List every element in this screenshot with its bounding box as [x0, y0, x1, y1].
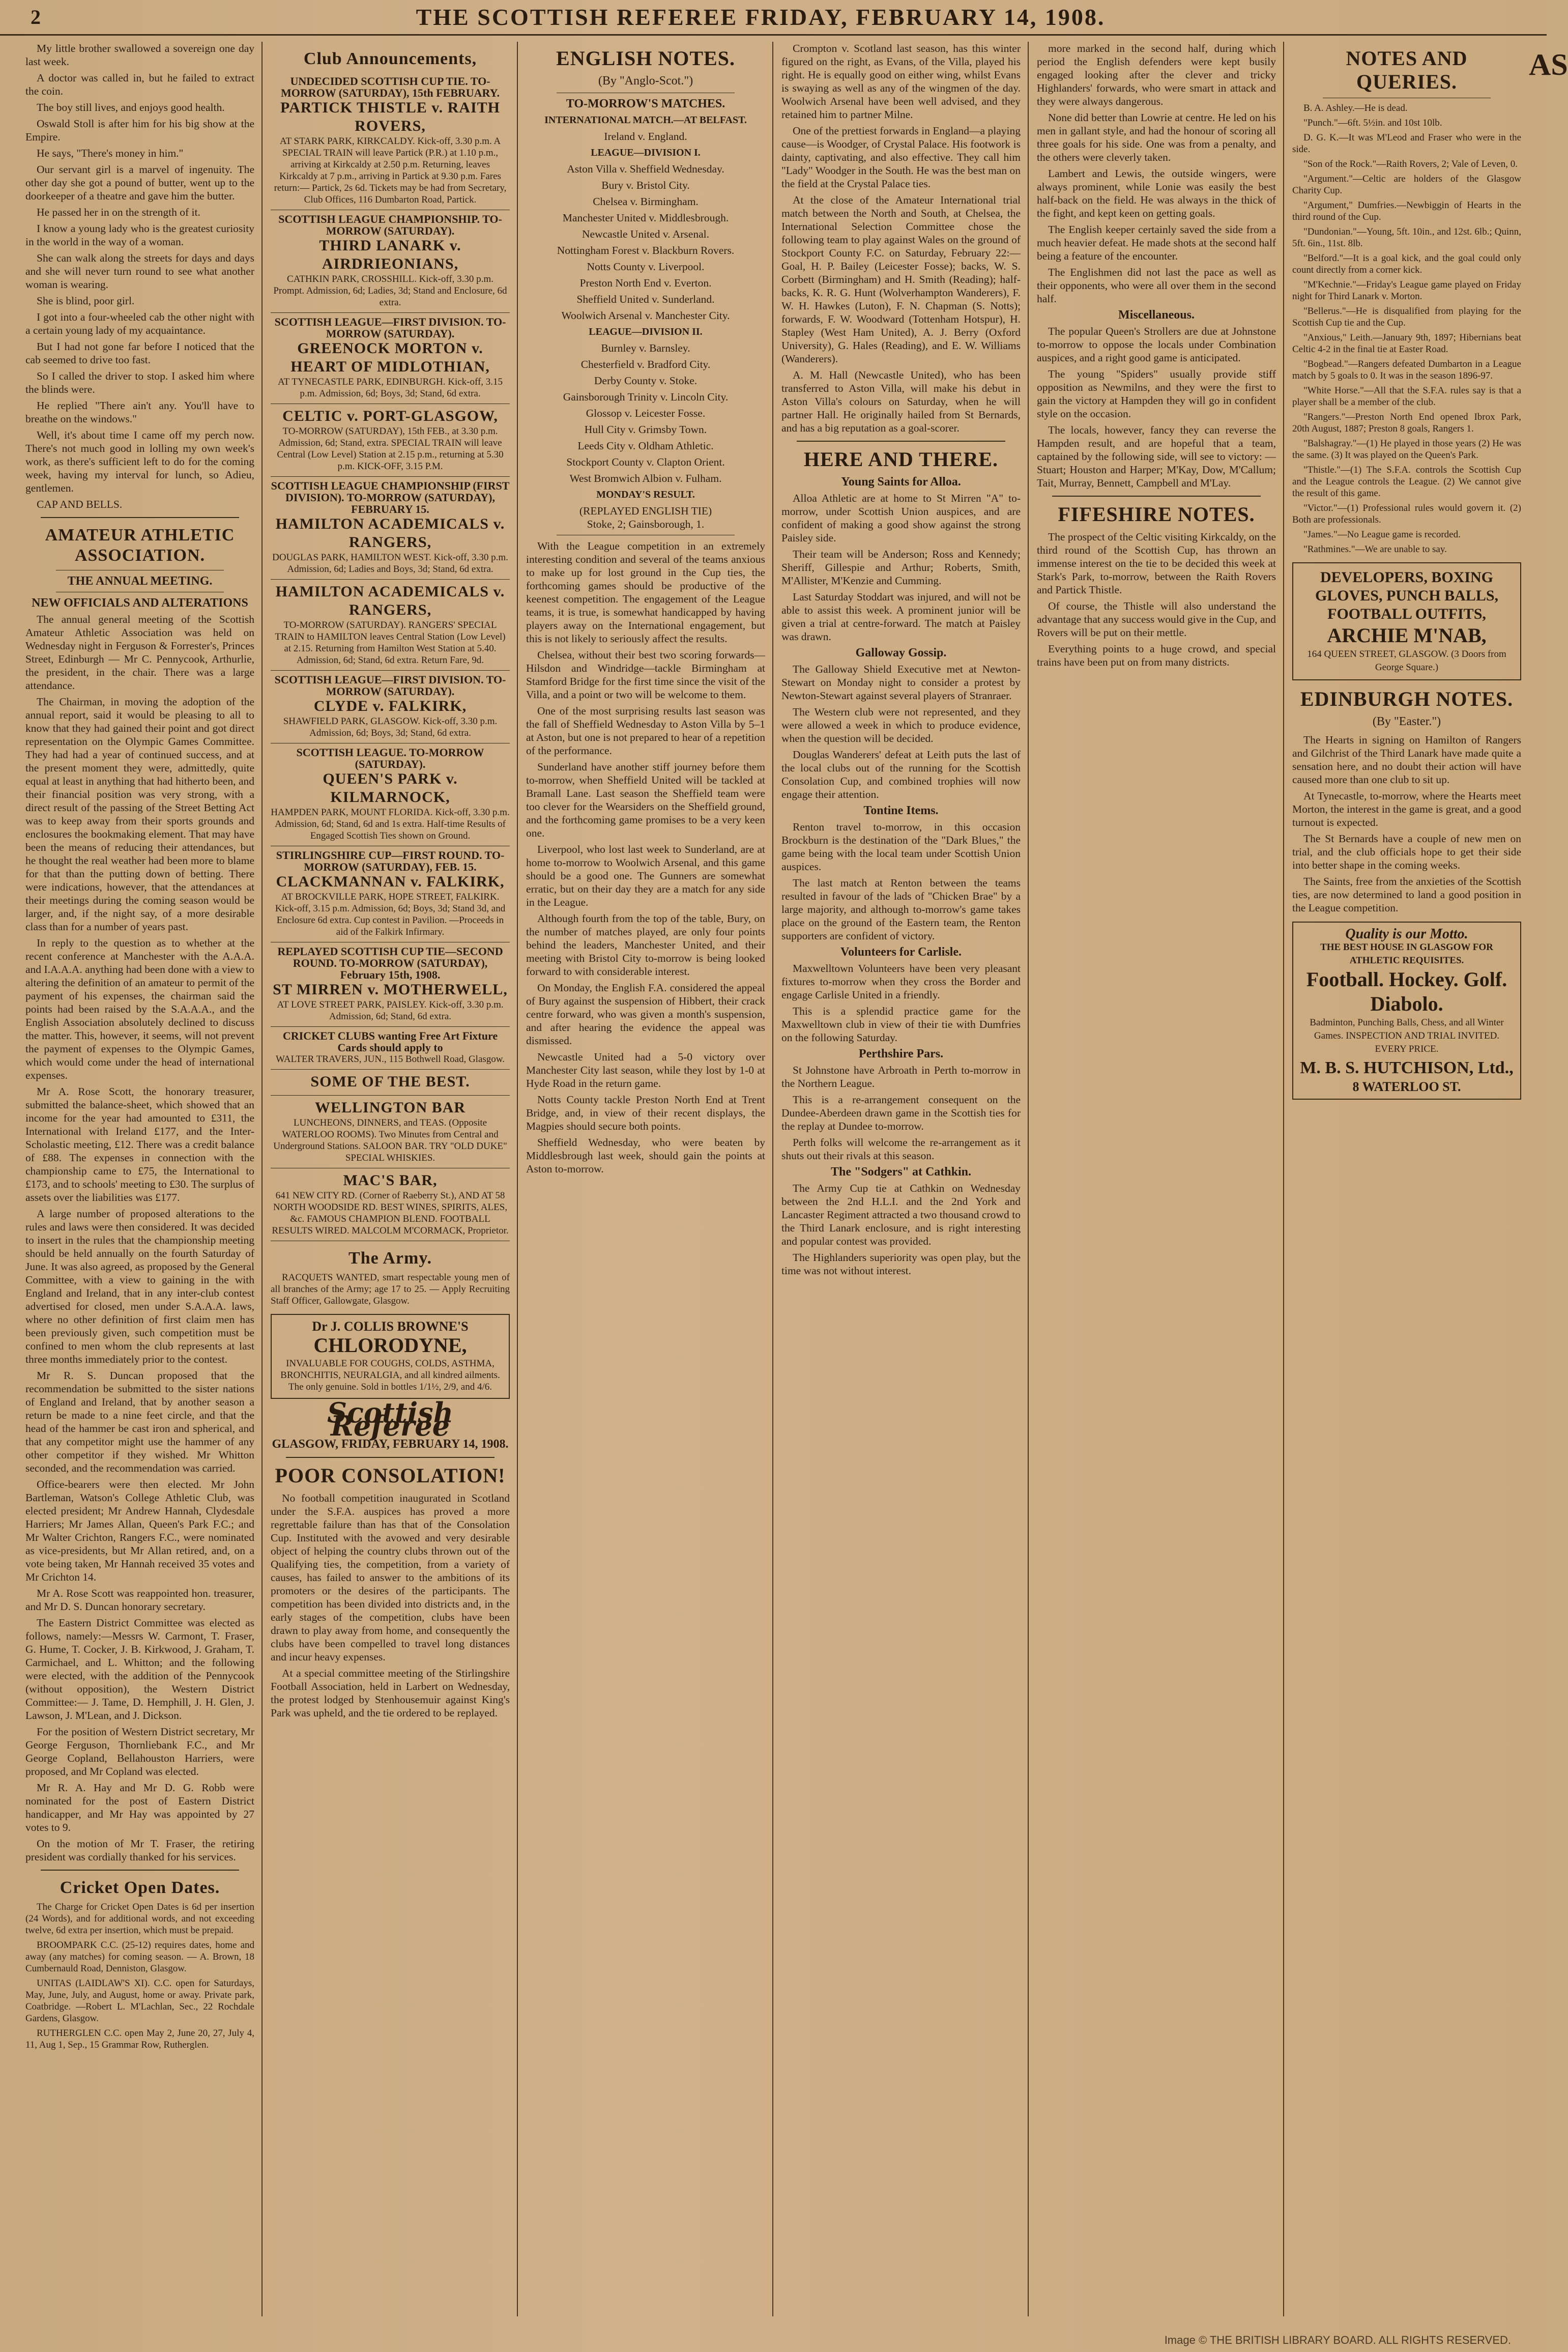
paragraph: The annual general meeting of the Scottish Amateur Athletic Association was held on Wednesday night in Ferguson & Forrester's, Princes Street, Edinburgh — Mr C. Pennycook, Arthurlie, the president, in the chair. There was a large attendance. — [25, 613, 254, 692]
announcement-body: AT BROCKVILLE PARK, HOPE STREET, FALKIRK. Kick-off, 3.15 p.m. Admission, 6d; Boys, 3d; Stand 3d, and Enclosure 6d extra. Cup contest in Pavilion. —Proceeds in aid of the Falkirk Infirmary. — [275, 892, 506, 937]
league2-heading: LEAGUE—DIVISION II. — [589, 326, 703, 337]
paragraph: I got into a four-wheeled cab the other night with a certain young lady of my acquaintance. — [25, 311, 254, 336]
paragraph: The Englishmen did not last the pace as well as their opponents, who were all over them in the second half. — [1037, 266, 1276, 305]
fixture: Leeds City v. Oldham Athletic. — [577, 440, 714, 452]
club-announcement — [271, 313, 510, 404]
fixture: Bury v. Bristol City. — [601, 179, 690, 191]
paragraph: The Hearts in signing on Hamilton of Rangers and Gilchrist of the Third Lanark have made quite a sensation here, and no doubt their action will have caused more than one club to sit up. — [1292, 734, 1521, 786]
column-5 — [1032, 42, 1281, 2316]
paragraph: Their team will be Anderson; Ross and Kennedy; Sheriff, Gillespie and Arthur; Roberts, Smith, M'Allister, M'Kenzie and Cumming. — [781, 548, 1021, 587]
paragraph: The last match at Renton between the teams resulted in favour of the lads of "Chicken Brae" by a large majority, and although to-morrow's game takes place on the ground of the Eastern team, the Renton supporters are confident of victory. — [781, 877, 1021, 942]
announcement-headline: MAC'S BAR, — [343, 1172, 438, 1189]
aaa-subheading-2: NEW OFFICIALS AND ALTERATIONS — [32, 596, 248, 610]
query-answer: "Victor."—(1) Professional rules would govern it. (2) Both are professionals. — [1292, 503, 1521, 525]
paragraph: One of the most surprising results last season was the fall of Sheffield Wednesday to Aston Villa by 5–1 at Aston, but one is not prepared to hear of a repetition of the performance. — [526, 705, 765, 757]
query-answer: B. A. Ashley.—He is dead. — [1303, 103, 1408, 113]
announcement-headline: SOME OF THE BEST. — [310, 1073, 470, 1090]
announcement-body: WALTER TRAVERS, JUN., 115 Bothwell Road, Glasgow. — [275, 1054, 505, 1065]
edinburgh-byline: (By "Easter.") — [1372, 715, 1441, 728]
league1-fixtures — [526, 162, 765, 322]
tontine-section — [781, 820, 1021, 942]
paragraph: Liverpool, who lost last week to Sunderland, are at home to-morrow to Woolwich Arsenal, and this game should be a good one. The Gunners are somewhat erratic, but on their day they are a match for any side in the League. — [526, 843, 765, 908]
cricket-heading: Cricket Open Dates. — [60, 1878, 220, 1897]
paragraph: Perth folks will welcome the re-arrangement as it shuts out their rivals at this season. — [781, 1136, 1021, 1162]
paragraph: At a special committee meeting of the Stirlingshire Football Association, held in Larbert on Wednesday, the protest lodged by Stenhousemuir against King's Park was upheld, and the tie ordered to be replayed. — [271, 1667, 510, 1719]
club-announcement — [271, 72, 510, 210]
announcement-headline: QUEEN'S PARK v. KILMARNOCK, — [323, 770, 458, 806]
club-announcement — [271, 942, 510, 1027]
query-answer: "Thistle."—(1) The S.F.A. controls the Scottish Cup and the League controls the League. (2) We cannot give the result of this game. — [1292, 465, 1521, 499]
aaa-article — [25, 613, 254, 1863]
paragraph: On Monday, the English F.A. considered the appeal of Bury against the suspension of Hibbert, their crack centre forward, who was given a month's suspension, and after hearing the evidence the appeal was dismissed. — [526, 982, 765, 1047]
cricket-date-item: RUTHERGLEN C.C. open May 2, June 20, 27, July 4, 11, Aug 1, Sep., 15 Grammar Row, Rutherglen. — [25, 2028, 254, 2050]
announcement-top: SCOTTISH LEAGUE—FIRST DIVISION. TO-MORROW (SATURDAY). — [274, 315, 506, 340]
separator — [797, 441, 1005, 442]
english-notes-body — [526, 539, 765, 1175]
column-1 — [20, 42, 259, 2316]
league1-heading: LEAGUE—DIVISION I. — [591, 147, 701, 158]
paragraph: The Army Cup tie at Cathkin on Wednesday between the 2nd H.L.I. and the 2nd York and Lancaster Regiment attracted a two thousand crowd to the Third Lanark enclosure, and is right interesting and popular contest was provided. — [781, 1182, 1021, 1247]
query-answer: "Son of the Rock."—Raith Rovers, 2; Vale of Leven, 0. — [1303, 159, 1518, 169]
matches-heading: TO-MORROW'S MATCHES. — [566, 97, 725, 110]
paragraph: CAP AND BELLS. — [37, 498, 123, 510]
query-answer: "Bogbead."—Rangers defeated Dumbarton in a League match by 5 goals to 0. It was in the season 1896-97. — [1292, 359, 1521, 381]
paragraph: Mr R. A. Hay and Mr D. G. Robb were nominated for the post of Eastern District handicapper, and Mr Hay was appointed by 27 votes to 9. — [25, 1782, 254, 1833]
hutchison-diabolo: Diabolo. — [1370, 992, 1443, 1015]
chlorodyne-title: CHLORODYNE, — [313, 1334, 467, 1357]
misc-heading: Miscellaneous. — [1118, 308, 1195, 322]
chlorodyne-ad — [271, 1314, 510, 1399]
aaa-heading: AMATEUR ATHLETIC ASSOCIATION. — [45, 526, 235, 565]
hutchison-ad — [1292, 922, 1521, 1100]
column-2 — [266, 42, 515, 2316]
announcement-body: DOUGLAS PARK, HAMILTON WEST. Kick-off, 3.30 p.m. Admission, 6d; Ladies and Boys, 3d; Stand, 6d extra. — [272, 552, 508, 575]
paragraph: Mr R. S. Duncan proposed that the recommendation be submitted to the sister nations of England and Ireland, that by another season a return be made to a nine feet circle, and that the head of the hammer be cast iron and spherical, and that any competitor might use the hammer of any other competitor if they wished. Mr Whitton seconded, and the recommendation was carried. — [25, 1369, 254, 1474]
chlorodyne-body: INVALUABLE FOR COUGHS, COLDS, ASTHMA, BRONCHITIS, NEURALGIA, and all kindred ailments. The only genuine. Sold in bottles 1/1½, 2/9, and 4/6. — [280, 1358, 500, 1392]
paragraph: He passed her in on the strength of it. — [37, 206, 200, 218]
misc-section — [1037, 325, 1276, 490]
paragraph: The English keeper certainly saved the side from a much heavier defeat. He made shots at the second half being a feature of the encounter. — [1037, 223, 1276, 262]
paragraph: Well, it's about time I came off my perch now. There's not much good in lolling my own week's work, as there's sufficient left to do for the coming week, having my interval for lunch, so Adieu, gentlemen. — [25, 429, 254, 494]
announcement-body: LUNCHEONS, DINNERS, and TEAS. (Opposite WATERLOO ROOMS). Two Minutes from Central and Underground Stations. SALOON BAR. TRY "OLD DUKE" SPECIAL WHISKIES. — [273, 1117, 507, 1163]
announcement-body: TO-MORROW (SATURDAY). RANGERS' SPECIAL TRAIN to HAMILTON leaves Central Station (Low Level) at 2.15. Returning from Hamilton West Station at 5.40. Admission, 6d; Stand, 6d extra. Return Fare, 9d. — [275, 620, 506, 666]
paragraph: One of the prettiest forwards in England—a playing cause—is Woodger, of Crystal Palace. His footwork is dainty, captivating, and also effective. They call him "Lady" Woodger in the South. He was the best man on the field at the Crystal Palace ties. — [781, 125, 1021, 190]
here-and-there-heading: HERE AND THERE. — [803, 448, 999, 471]
paragraph: The boy still lives, and enjoys good health. — [37, 101, 225, 113]
query-answer: "Bellerus."—He is disqualified from playing for the Scottish Cup tie and the Cup. — [1292, 306, 1521, 328]
hutchison-name: M. B. S. HUTCHISON, Ltd., — [1300, 1058, 1514, 1077]
paragraph: A doctor was called in, but he failed to extract the coin. — [25, 72, 254, 97]
paragraph: Oswald Stoll is after him for his big show at the Empire. — [25, 118, 254, 143]
column-rule — [262, 42, 263, 2316]
poor-consolation-heading: POOR CONSOLATION! — [275, 1464, 506, 1487]
paragraph: He says, "There's money in him." — [37, 147, 184, 159]
cricket-intro: The Charge for Cricket Open Dates is 6d per insertion (24 Words), and for additional words, and not exceeding twelve, 6d extra per insertion, which must be prepaid. — [25, 1902, 254, 1936]
fixture: Manchester United v. Middlesbrough. — [562, 212, 729, 224]
paragraph: A. M. Hall (Newcastle United), who has been transferred to Aston Villa, will make his debut in Aston Villa's colours on Saturday, when he will partner Hall. He originally hailed from St Bernards, and has a big reputation as a goal-scorer. — [781, 369, 1021, 434]
queries-list — [1292, 102, 1521, 555]
announcement-body: TO-MORROW (SATURDAY), 15th FEB., at 3.30 p.m. Admission, 6d; Stand, extra. SPECIAL TRAIN will leave Central (Low Level) Station at 2.15 p.m., returning at 5.30 p.m. KICK-OFF, 3.15 P.M. — [277, 426, 504, 472]
announcement-top: STIRLINGSHIRE CUP—FIRST ROUND. TO-MORROW (SATURDAY), FEB. 15. — [276, 849, 505, 873]
sodgers-heading: The "Sodgers" at Cathkin. — [830, 1165, 972, 1179]
perthshire-section — [781, 1064, 1021, 1162]
fixture: Gainsborough Trinity v. Lincoln City. — [563, 391, 729, 403]
club-announcement — [271, 210, 510, 313]
paragraph: None did better than Lowrie at centre. He led on his men in gallant style, and had the honour of scoring all three goals for his side. One was from a penalty, and the others were cleverly taken. — [1037, 111, 1276, 163]
paragraph: St Johnstone have Arbroath in Perth to-morrow in the Northern League. — [781, 1064, 1021, 1089]
announcement-top: CRICKET CLUBS wanting Free Art Fixture Cards should apply to — [282, 1029, 498, 1054]
announcement-top: SCOTTISH LEAGUE CHAMPIONSHIP. TO-MORROW (SATURDAY). — [278, 213, 502, 237]
sodgers-section — [781, 1182, 1021, 1277]
announcement-headline: CELTIC v. PORT-GLASGOW, — [282, 408, 498, 424]
fixture: Sheffield United v. Sunderland. — [576, 293, 715, 305]
aaa-subheading: THE ANNUAL MEETING. — [67, 575, 213, 588]
fixture: West Bromwich Albion v. Fulham. — [569, 472, 722, 484]
paragraph: Our servant girl is a marvel of ingenuity. The other day she got a pound of butter, went up to the doorkeeper of a theatre and gave him the butter. — [25, 163, 254, 202]
paragraph: Chelsea, without their best two scoring forwards—Hilsdon and Windridge—tackle Birmingham at Stamford Bridge for the first time since the visit of the Villa, and a point or two will be welcome to them. — [526, 649, 765, 701]
paragraph: This is a splendid practice game for the Maxwelltown club in view of their tie with Dumfries on the following Saturday. — [781, 1005, 1021, 1044]
english-notes-heading: ENGLISH NOTES. — [556, 47, 735, 70]
fixture: Stockport County v. Clapton Orient. — [566, 456, 725, 468]
announcement-body: HAMPDEN PARK, MOUNT FLORIDA. Kick-off, 3.30 p.m. Admission, 6d; Stand, 6d and 1s extra. Half-time Results of Engaged Scottish Ties shown on Ground. — [271, 807, 510, 841]
notes-queries-heading-1: NOTES AND — [1346, 47, 1468, 70]
paragraph: Sunderland have another stiff journey before them to-morrow, when Sheffield United will be tackled at Bramall Lane. Last season the Sheffield team were too clever for the Wearsiders on the Sheffield ground, and the forthcoming game promises to be a very keen one. — [526, 761, 765, 839]
announcement-body: AT TYNECASTLE PARK, EDINBURGH. Kick-off, 3.15 p.m. Admission, 6d; Boys, 3d; Stand, 6d extra. — [277, 377, 503, 399]
query-answer: "Balshagray."—(1) He played in those years (2) He was the same. (3) It was played on the Queen's Park. — [1292, 438, 1521, 461]
club-announcement — [271, 580, 510, 671]
fixture: Woolwich Arsenal v. Manchester City. — [561, 309, 730, 322]
club-announcement — [271, 743, 510, 846]
paragraph: This is a re-arrangement consequent on the Dundee-Aberdeen drawn game in the Scottish ties for the replay at Dundee to-morrow. — [781, 1094, 1021, 1132]
paragraph: Lambert and Lewis, the outside wingers, were always prominent, while Lonie was easily the best half-back on the field. He was always in the thick of the fight, and kept keen on getting goals. — [1037, 167, 1276, 219]
paragraph: In reply to the question as to whether at the recent conference at Manchester with the A.A.A. and I.A.A.A. anything had been done with a view to altering the definition of an amateur to permit of the payment of his expenses, the chairman said the points had been raised by the S.A.A.A., and the English Association absolutely declined to discuss the matter. This, however, it seems, will not prevent the payment of expenses to the Olympic Games, which would come under the head of international expenses. — [25, 937, 254, 1081]
announcement-body: SHAWFIELD PARK, GLASGOW. Kick-off, 3.30 p.m. Admission, 6d; Boys, 3d; Stand, 6d extra. — [283, 716, 498, 738]
separator — [1052, 496, 1261, 497]
query-answer: "Rathmines."—We are unable to say. — [1303, 544, 1447, 555]
club-announcement — [271, 1096, 510, 1168]
query-answer: "White Horse."—All that the S.F.A. rules say is that a player shall be a member of the club. — [1292, 385, 1521, 408]
paragraph: Alloa Athletic are at home to St Mirren "A" to-morrow, under Scottish Union auspices, and are confident of making a good show against the strong Paisley side. — [781, 492, 1021, 544]
paragraph: With the League competition in an extremely interesting condition and several of the teams anxious to make up for lost ground in the Cup ties, the forthcoming games should be productive of the keenest competition. The engagement of the League teams, it is true, is somewhat handicapped by having players away on the International engagement, but this is not likely to seriously affect the results. — [526, 540, 765, 645]
paragraph: Everything points to a huge crowd, and special trains have been put on from many districts. — [1037, 643, 1276, 668]
league2-fixtures — [526, 341, 765, 485]
here-and-there-continued — [1037, 42, 1276, 305]
cricket-date-item: UNITAS (LAIDLAW'S XI). C.C. open for Saturdays, May, June, July, and August, home or away. Private park, Coatbridge. —Robert L. M'Lachlan, Sec., 22 Rochdale Gardens, Glasgow. — [25, 1978, 254, 2024]
masthead — [0, 0, 1547, 36]
paragraph: The young "Spiders" usually provide stiff opposition as Newmilns, and they were the first to gain the victory at Hampden they will go in confident style on the occasion. — [1037, 368, 1276, 420]
edinburgh-notes-body — [1292, 733, 1521, 914]
fixture: Burnley v. Barnsley. — [601, 342, 690, 354]
fixture: Nottingham Forest v. Blackburn Rovers. — [557, 244, 735, 256]
announcement-headline: THIRD LANARK v. AIRDRIEONIANS, — [319, 237, 461, 272]
column-rule — [517, 42, 518, 2316]
paragraph: The Chairman, in moving the adoption of the annual report, said it would be pleasing to all to know that they had gained their point and got direct representation on the Olympic Games Committee. They had had a year of continued success, and at the present moment they were, admittedly, quite equal at least in anything that had hitherto been, and their financial position was very strong, with a direct result of the passing of the Street Betting Act was to keep away from their sports grounds and enclosures the bookmaking element. That may have been the means of reducing their attendances, but he thought the real weather had been more to blame for that than the putting down of betting. There were indications, however, that the attendances at their meetings during the coming season would be larger, and, if the night say, of a more desirable class than for a number of years past. — [25, 696, 254, 933]
alloa-heading: Young Saints for Alloa. — [841, 475, 961, 489]
archie-ad-name: ARCHIE M'NAB, — [1327, 624, 1487, 647]
paragraph: The Galloway Shield Executive met at Newton-Stewart on Monday night to consider a protest by Newton-Stewart against several players of Stranraer. — [781, 663, 1021, 702]
paragraph: The prospect of the Celtic visiting Kirkcaldy, on the third round of the Scottish Cup, has thrown an immense interest on the tie to be decided this week at Stark's Park, to-morrow, between the Raith Rovers and Partick Thistle. — [1037, 531, 1276, 596]
announcement-headline: GREENOCK MORTON v. HEART OF MIDLOTHIAN, — [291, 340, 490, 375]
volunteers-section — [781, 962, 1021, 1044]
announcement-top: SCOTTISH LEAGUE. TO-MORROW (SATURDAY). — [296, 746, 484, 770]
paragraph: Last Saturday Stoddart was injured, and will not be able to assist this week. A prominent junior will be given a trial at centre-forward. The match at Paisley was drawn. — [781, 591, 1021, 643]
hutchison-address: 8 WATERLOO ST. — [1352, 1079, 1461, 1094]
monday-result: Stoke, 2; Gainsborough, 1. — [587, 518, 705, 530]
club-announcement — [271, 846, 510, 942]
paragraph: A large number of proposed alterations to the rules and laws were then considered. It was decided to insert in the rules that the championship meeting should be held annually on the fourth Saturday of June. It was also agreed, as proposed by the General Committee, with a view to gaining in the with England and Ireland, that in any inter-club contest advertised for closed, men under S.A.A.A. laws, where no other definition of first claim men has been previously given, such competition must be confined to men whom the club represents at last three months immediately prior to the contest. — [25, 1208, 254, 1365]
club-announcement — [271, 1027, 510, 1070]
paragraph: Although fourth from the top of the table, Bury, on the number of matches played, are only four points behind the leaders, Manchester United, and their meeting with Bristol City to-morrow is being looked forward to with considerable interest. — [526, 912, 765, 978]
paragraph: The Saints, free from the anxieties of the Scottish ties, are now determined to land a good position in the League competition. — [1292, 875, 1521, 914]
announcement-body: AT LOVE STREET PARK, PAISLEY. Kick-off, 3.30 p.m. Admission, 6d; Stand, 6d extra. — [277, 999, 504, 1022]
announcement-top: SCOTTISH LEAGUE CHAMPIONSHIP (FIRST DIVISION). TO-MORROW (SATURDAY), FEBRUARY 15. — [271, 479, 510, 515]
poor-consolation-article — [271, 1491, 510, 1719]
column-rule — [1283, 42, 1284, 2316]
paragraph: My little brother swallowed a sovereign one day last week. — [25, 42, 254, 68]
paper-dateline: GLASGOW, FRIDAY, FEBRUARY 14, 1908. — [272, 1438, 509, 1451]
column-3 — [521, 42, 770, 2316]
paragraph: The locals, however, fancy they can reverse the Hampden result, and are hopeful that a team, captained by the following side, will see to victory: —Stuart; Houston and Harper; M'Kay, Dow, M'Callum; Tait, Murray, Bennett, Campbell and M'Lay. — [1037, 424, 1276, 489]
column-4 — [776, 42, 1026, 2316]
query-answer: "Argument."—Celtic are holders of the Glasgow Charity Cup. — [1292, 174, 1521, 196]
announcement-headline: HAMILTON ACADEMICALS v. RANGERS, — [275, 515, 505, 551]
fixture: Chelsea v. Birmingham. — [593, 195, 699, 208]
club-announcement — [271, 1168, 510, 1241]
paragraph: She can walk along the streets for days and days and she will never turn round to see what another woman is wearing. — [25, 252, 254, 291]
english-notes-continued — [781, 42, 1021, 435]
paragraph: But I had not gone far before I noticed that the cab seemed to drive too fast. — [25, 340, 254, 366]
query-answer: "Belford."—It is a goal kick, and the goal could only count directly from a corner kick. — [1292, 253, 1521, 275]
paragraph: Newcastle United had a 5-0 victory over Manchester City last season, while they lost by 1-0 at Hyde Road in the return game. — [526, 1051, 765, 1089]
paragraph: The Highlanders superiority was open play, but the time was not without interest. — [781, 1251, 1021, 1277]
column-6 — [1287, 42, 1526, 2316]
paragraph: Crompton v. Scotland last season, has this winter figured on the right, as Evans, of the Villa, played his right. He is equally good on either wing, whilst Evans is swaying as well as any of the wingmen of the day. Woolwich Arsenal have been well advised, and they retained him to partner Milne. — [781, 42, 1021, 121]
paragraph: The Eastern District Committee was elected as follows, namely:—Messrs W. Carmont, T. Fraser, G. Hume, T. Cocker, J. B. Kirkwood, J. Graham, T. Carmichael, and L. Whitton; and the following were elected, with the addition of the Pennycook (without opposition), the Western District Committee:— J. Tame, D. Hemphill, J. H. Glen, J. Lawson, J. M'Lean, and J. Dickson. — [25, 1617, 254, 1722]
club-announcement — [271, 1070, 510, 1096]
query-answer: "James."—No League game is recorded. — [1303, 529, 1461, 540]
paragraph: He replied "There ain't any. You'll have to breathe on the windows." — [25, 399, 254, 425]
adjacent-page-fragment: AS — [1529, 48, 1568, 81]
paragraph: She is blind, poor girl. — [37, 295, 135, 307]
paragraph: Douglas Wanderers' defeat at Leith puts the last of the local clubs out of the running for the Scottish Consolation Cup, and combined trophies will now engage their attention. — [781, 749, 1021, 800]
paragraph: On the motion of Mr T. Fraser, the retiring president was cordially thanked for his services. — [25, 1838, 254, 1863]
fixture: Notts County v. Liverpool. — [587, 261, 705, 273]
fixture: Derby County v. Stoke. — [594, 375, 698, 387]
announcement-headline: ST MIRREN v. MOTHERWELL, — [273, 981, 508, 998]
monday-heading: MONDAY'S RESULT. — [596, 489, 695, 500]
fixture: Chesterfield v. Bradford City. — [580, 358, 711, 370]
announcement-headline: WELLINGTON BAR — [314, 1099, 466, 1116]
notes-queries-heading-2: QUERIES. — [1356, 70, 1458, 93]
club-announcements-heading: Club Announcements, — [303, 49, 477, 68]
galloway-heading: Galloway Gossip. — [855, 646, 947, 659]
separator — [41, 1870, 239, 1871]
query-answer: "Punch."—6ft. 5½in. and 10st 10lb. — [1303, 118, 1442, 128]
announcement-body: 641 NEW CITY RD. (Corner of Raeberry St.), AND AT 58 NORTH WOODSIDE RD. BEST WINES, SPIRITS, ALES, &c. FAMOUS CHAMPION BLEND. FOOTBALL RESULTS WIRED. MALCOLM M'CORMACK, Proprietor. — [272, 1190, 509, 1236]
page-number: 2 — [31, 6, 41, 28]
announcement-top: SCOTTISH LEAGUE—FIRST DIVISION. TO-MORROW (SATURDAY). — [274, 673, 506, 698]
humour-column — [25, 42, 254, 511]
announcement-top: UNDECIDED SCOTTISH CUP TIE. TO-MORROW (SATURDAY), 15th FEBRUARY. — [280, 75, 500, 99]
announcement-headline: CLACKMANNAN v. FALKIRK, — [276, 873, 505, 890]
tontine-heading: Tontine Items. — [863, 804, 939, 817]
paragraph: more marked in the second half, during which period the English defenders were kept busily engaged looking after the clever and tricky Highlanders' forwards, who were smart in attack and they were always dangerous. — [1037, 42, 1276, 107]
archie-ad-address: 164 QUEEN STREET, GLASGOW. (3 Doors from George Square.) — [1307, 649, 1506, 673]
fifeshire-section — [1037, 530, 1276, 669]
paper-script-title: Scottish Referee — [327, 1396, 453, 1442]
club-announcement — [271, 404, 510, 477]
hutchison-headline: Football. Hockey. Golf. — [1306, 968, 1507, 991]
cricket-dates-list — [25, 1939, 254, 2051]
international-match: Ireland v. England. — [604, 130, 687, 142]
archie-mnab-ad — [1292, 562, 1521, 680]
hutchison-body: Badminton, Punching Balls, Chess, and all Winter Games. INSPECTION AND TRIAL INVITED. EVERY PRICE. — [1310, 1017, 1504, 1054]
query-answer: D. G. K.—It was M'Leod and Fraser who were in the side. — [1292, 132, 1521, 155]
announcement-body: AT STARK PARK, KIRKCALDY. Kick-off, 3.30 p.m. A SPECIAL TRAIN will leave Partick (P.R.) at 1.10 p.m., arriving at Kirkcaldy at 2.50 p.m. Returning, leaves Kirkcaldy at 7 p.m., arriving in Partick at 9.30 p.m. Fares return:— Partick, 2s 6d. Tickets may be had from Secretary, Club Offices, 116 Dumbarton Road, Partick. — [274, 136, 507, 205]
column-rule — [1028, 42, 1029, 2316]
galloway-section — [781, 663, 1021, 801]
paragraph: Mr A. Rose Scott, the honorary treasurer, submitted the balance-sheet, which showed that an income for the year had amounted to £311, the International with Ireland £177, and the Inter-Scholastic meeting, £12. There was a credit balance of £88. The expenses in connection with the championship came to £75, the International to £173, and to schools' meeting to £30. The surplus of assets over the liabilities was £177. — [25, 1085, 254, 1203]
separator — [41, 517, 239, 518]
announcement-body: CATHKIN PARK, CROSSHILL. Kick-off, 3.30 p.m. Prompt. Admission, 6d; Ladies, 3d; Stand and Enclosure, 6d extra. — [273, 274, 507, 308]
chlorodyne-top: Dr J. COLLIS BROWNE'S — [312, 1319, 469, 1334]
query-answer: "Argument," Dumfries.—Newbiggin of Hearts in the third round of the Cup. — [1292, 200, 1521, 222]
paragraph: At the close of the Amateur International trial match between the North and South, at Chelsea, the International Selection Committee chose the following team to play against Wales on the ground of Stockport County F.C. on Saturday, February 22:— Goal, H. P. Bailey (Leicester Fosse); backs, W. S. Corbett (Birmingham) and H. Smith (Reading); half-backs, K. R. G. Hunt (Wolverhampton Wanderers), F. W. H. Hawkes (Luton), F. N. Chapman (S. Notts); forwards, F. W. Woodward (Tottenham Hotspur), H. Stapley (West Ham United), A. J. Berry (Oxford University), G. Hales (Reading), and E. W. Williams (Wanderers). — [781, 194, 1021, 365]
paragraph: So I called the driver to stop. I asked him where the blinds were. — [25, 370, 254, 395]
query-answer: "Dundonian."—Young, 5ft. 10in., and 12st. 6lb.; Quinn, 5ft. 6in., 11st. 8lb. — [1292, 226, 1521, 249]
fifeshire-heading: FIFESHIRE NOTES. — [1058, 503, 1255, 526]
fixture: Preston North End v. Everton. — [579, 277, 712, 289]
column-rule — [772, 42, 773, 2316]
paragraph: No football competition inaugurated in Scotland under the S.F.A. auspices has proved a more regrettable failure than has that of the Consolation Cup. Instituted with the avowed and very desirable object of helping the country clubs thrown out of the Qualifying ties, the competition, from a variety of causes, has failed to answer to the ambitions of its promoters or the desires of the participants. The competition has been divided into districts and, in the early stages of the competition, clubs have been drawn to play away from home, and consequently the clubs have been compelled to travel long distances and incur heavy expenses. — [271, 1492, 510, 1663]
newspaper-title: THE SCOTTISH REFEREE FRIDAY, FEBRUARY 14, 1908. — [416, 4, 1106, 30]
paragraph: Notts County tackle Preston North End at Trent Bridge, and, in view of their recent displays, the Magpies should secure both points. — [526, 1094, 765, 1132]
cricket-date-item: BROOMPARK C.C. (25-12) requires dates, home and away (any matches) for coming season. — A. Brown, 18 Cumbernauld Road, Denniston, Glasgow. — [25, 1940, 254, 1974]
query-answer: "Rangers."—Preston North End opened Ibrox Park, 20th August, 1887; Preston 8 goals, Rangers 1. — [1292, 412, 1521, 434]
army-ad: RACQUETS WANTED, smart respectable young men of all branches of the Army; age 17 to 25. — Apply Recruiting Staff Officer, Gallowgate, Glasgow. — [271, 1272, 510, 1306]
international-heading: INTERNATIONAL MATCH.—AT BELFAST. — [544, 114, 747, 126]
club-announcements — [271, 72, 510, 1241]
copyright-watermark: Image © THE BRITISH LIBRARY BOARD. ALL RIGHTS RESERVED. — [1164, 2334, 1511, 2346]
paragraph: Office-bearers were then elected. Mr John Bartleman, Watson's College Athletic Club, was elected president; Mr Andrew Hannah, Clydesdale Harriers; Mr James Allan, Queen's Park F.C.; and Mr Walter Crichton, Rangers F.C., were nominated as vice-presidents, but Mr Allan retired, and, on a vote being taken, Mr Hannah received 35 votes and Mr Crichton 14. — [25, 1478, 254, 1583]
volunteers-heading: Volunteers for Carlisle. — [840, 945, 962, 959]
monday-subheading: (REPLAYED ENGLISH TIE) — [579, 505, 712, 517]
announcement-headline: PARTICK THISTLE v. RAITH ROVERS, — [280, 99, 500, 134]
paragraph: Maxwelltown Volunteers have been very pleasant fixtures to-morrow when they cross the Border and engage Carlisle United in a friendly. — [781, 962, 1021, 1001]
paragraph: Sheffield Wednesday, who were beaten by Middlesbrough last week, should gain the points at Aston to-morrow. — [526, 1136, 765, 1175]
army-heading: The Army. — [349, 1249, 432, 1268]
paragraph: Of course, the Thistle will also understand the advantage that any success would give in the Cup, and Rovers will be put on their mettle. — [1037, 600, 1276, 639]
query-answer: "Anxious," Leith.—January 9th, 1897; Hibernians beat Celtic 4-2 in the final tie at Easter Road. — [1292, 332, 1521, 355]
fixture: Newcastle United v. Arsenal. — [582, 228, 709, 240]
club-announcement — [271, 671, 510, 743]
query-answer: "M'Kechnie."—Friday's League game played on Friday night for Third Lanark v. Morton. — [1292, 279, 1521, 302]
fixture: Glossop v. Leicester Fosse. — [586, 407, 706, 419]
paragraph: Mr A. Rose Scott was reappointed hon. treasurer, and Mr D. S. Duncan honorary secretary. — [25, 1587, 254, 1613]
announcement-headline: HAMILTON ACADEMICALS v. RANGERS, — [275, 583, 505, 618]
hutchison-motto: Quality is our Motto. — [1345, 926, 1468, 942]
paragraph: Renton travel to-morrow, in this occasion Brockburn is the destination of the "Dark Blues," the game being with the local team under Scottish Union auspices. — [781, 821, 1021, 873]
announcement-top: REPLAYED SCOTTISH CUP TIE—SECOND ROUND. TO-MORROW (SATURDAY), February 15th, 1908. — [277, 945, 503, 981]
paragraph: The St Bernards have a couple of new men on trial, and the club officials hope to get their side into better shape in the coming weeks. — [1292, 833, 1521, 871]
club-announcement — [271, 477, 510, 580]
edinburgh-notes-heading: EDINBURGH NOTES. — [1300, 687, 1514, 710]
perthshire-heading: Perthshire Pars. — [858, 1047, 944, 1060]
fixture: Aston Villa v. Sheffield Wednesday. — [567, 163, 724, 175]
paragraph: I know a young lady who is the greatest curiosity in the world in the way of a woman. — [25, 222, 254, 248]
fixture: Hull City v. Grimsby Town. — [584, 423, 707, 436]
paragraph: At Tynecastle, to-morrow, where the Hearts meet Morton, the interest in the game is great, and a good turnout is expected. — [1292, 790, 1521, 828]
paragraph: For the position of Western District secretary, Mr George Ferguson, Thornliebank F.C., and Mr George Copland, Bellahouston Harriers, were proposed, and Mr Copland was elected. — [25, 1726, 254, 1777]
archie-ad-headline: DEVELOPERS, BOXING GLOVES, PUNCH BALLS, FOOTBALL OUTFITS, — [1315, 569, 1499, 622]
paragraph: The Western club were not represented, and they were allowed a week in which to produce evidence, when the question will be decided. — [781, 706, 1021, 744]
separator — [286, 1457, 495, 1458]
english-notes-byline: (By "Anglo-Scot.") — [598, 74, 693, 88]
paragraph: The popular Queen's Strollers are due at Johnstone to-morrow to oppose the locals under Combination auspices, and a right good game is anticipated. — [1037, 325, 1276, 364]
hutchison-tagline: THE BEST HOUSE IN GLASGOW FOR ATHLETIC REQUISITES. — [1320, 942, 1493, 966]
announcement-headline: CLYDE v. FALKIRK, — [313, 698, 467, 714]
alloa-section — [781, 492, 1021, 643]
